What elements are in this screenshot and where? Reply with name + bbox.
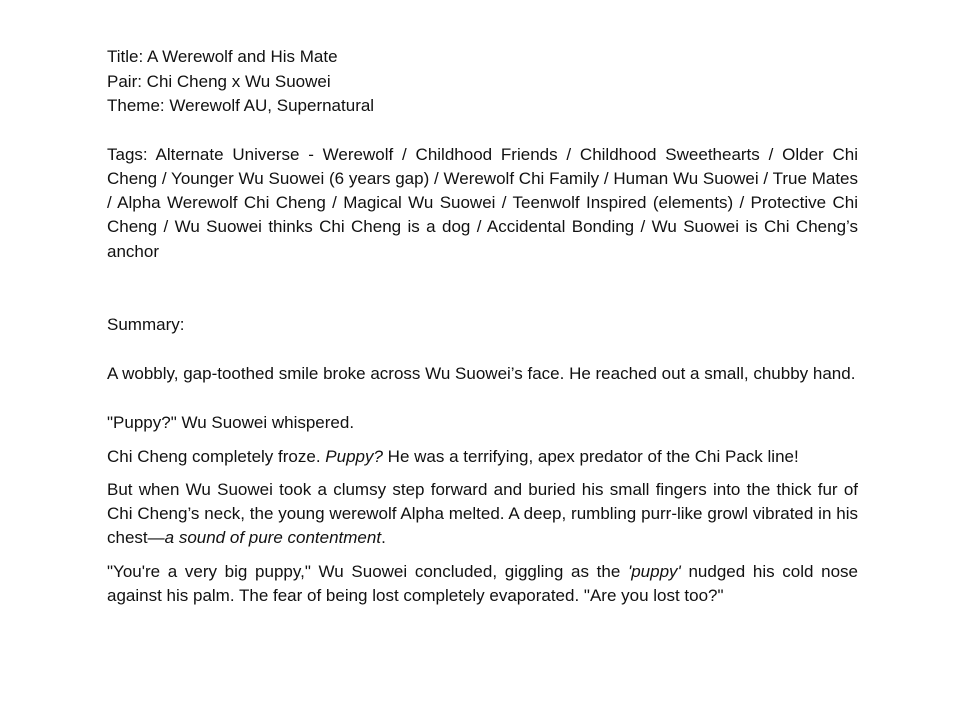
- summary-paragraph-1: A wobbly, gap-toothed smile broke across Wu Suowei’s face. He reached out a small, chubby hand.: [107, 363, 856, 383]
- paragraph-4-italic: a sound of pure contentment: [164, 528, 382, 548]
- paragraph-5-text-end: nudged his cold nose against his palm. The fear of being lost completely evaporated. "Are you lost too?": [107, 561, 858, 606]
- summary-label: Summary:: [107, 314, 185, 334]
- story-pair: Pair: Chi Cheng x Wu Suowei: [107, 71, 331, 91]
- document-page: [107, 45, 858, 608]
- paragraph-5-italic: 'puppy': [627, 561, 681, 581]
- paragraph-4-text-start: But when Wu Suowei took a clumsy step forward and buried his small fingers into the thick fur of Chi Cheng’s neck, the young werewolf Alpha melted. A deep, rumbling purr-like growl vibrated in his chest—: [107, 479, 858, 548]
- paragraph-3-text-start: Chi Cheng completely froze.: [107, 446, 326, 466]
- summary-paragraph-2: "Puppy?" Wu Suowei whispered.: [107, 413, 355, 433]
- paragraph-3-text-end: He was a terrifying, apex predator of the Chi Pack line!: [382, 446, 799, 466]
- summary-paragraph-4: [107, 478, 858, 551]
- story-theme: Theme: Werewolf AU, Supernatural: [107, 96, 375, 115]
- paragraph-3-italic: Puppy?: [325, 446, 383, 466]
- story-title: Title: A Werewolf and His Mate: [107, 47, 338, 66]
- paragraph-4-text-end: .: [381, 528, 386, 548]
- summary-paragraph-5: [107, 560, 858, 609]
- story-tags: Tags: Alternate Universe - Werewolf / Childhood Friends / Childhood Sweethearts / Older Chi Cheng / Younger Wu Suowei (6 years gap) / Werewolf Chi Family / Human Wu Suowei / True Mates / Alpha Werewolf Chi Cheng / Magical Wu Suowei / Teenwolf Inspired (elements) / Protective Chi Cheng / Wu Suowei thinks Chi Cheng is a dog / Accidental Bonding / Wu Suowei is Chi Cheng’s anchor: [107, 144, 858, 261]
- summary-paragraph-3: [107, 445, 858, 469]
- paragraph-5-text-start: "You're a very big puppy," Wu Suowei concluded, giggling as the: [107, 561, 628, 581]
